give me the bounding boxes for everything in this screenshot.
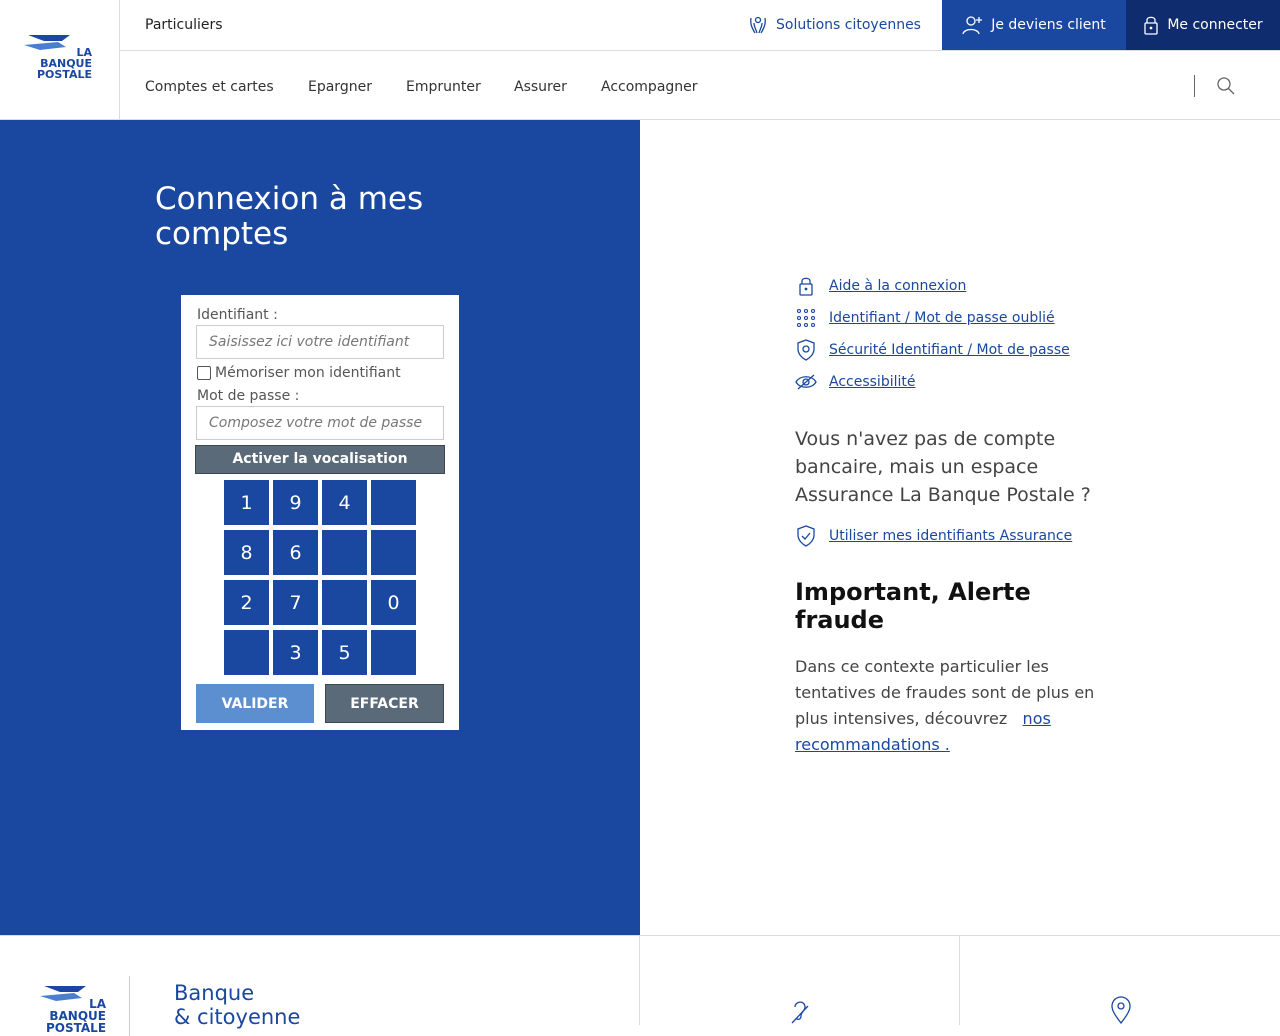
hands-icon — [748, 15, 768, 35]
help-link-accessibilite[interactable] — [795, 371, 915, 393]
password-input[interactable] — [196, 406, 444, 440]
remember-checkbox[interactable] — [197, 366, 211, 380]
logo-text: LA BANQUE POSTALE — [36, 46, 92, 81]
id-input[interactable] — [196, 325, 444, 359]
footer-location-column[interactable] — [960, 936, 1280, 1025]
nav-divider — [1194, 75, 1195, 97]
keypad-key[interactable]: 9 — [273, 480, 318, 525]
keypad-key[interactable]: 8 — [224, 530, 269, 575]
nav-emprunter[interactable]: Emprunter — [406, 79, 481, 95]
solutions-citoyennes-link[interactable] — [748, 0, 921, 50]
virtual-keypad — [224, 480, 416, 675]
keypad-key[interactable]: 0 — [371, 580, 416, 625]
keypad-key[interactable] — [224, 630, 269, 675]
keypad-key[interactable]: 6 — [273, 530, 318, 575]
user-add-icon — [962, 15, 984, 35]
insurance-login-link[interactable] — [795, 525, 1072, 547]
fraud-alert-body: Dans ce contexte particulier les tentatives de fraudes sont de plus en plus intensives, découvrez — [795, 657, 1095, 728]
logo[interactable] — [0, 0, 120, 120]
keypad-key[interactable]: 1 — [224, 480, 269, 525]
recommendations-link[interactable]: nos recommandations . — [795, 709, 1051, 754]
keypad-dots-icon — [795, 307, 817, 329]
login-button[interactable] — [1126, 0, 1280, 50]
login-panel — [0, 120, 640, 935]
remember-label: Mémoriser mon identifiant — [215, 365, 401, 381]
keypad-key[interactable] — [371, 530, 416, 575]
help-panel — [640, 120, 1280, 935]
insurance-link-label[interactable]: Utiliser mes identifiants Assurance — [829, 528, 1073, 544]
help-link-label[interactable]: Identifiant / Mot de passe oublié — [829, 310, 1055, 326]
shield-icon — [795, 339, 817, 361]
keypad-key[interactable]: 3 — [273, 630, 318, 675]
clear-button[interactable]: EFFACER — [325, 684, 444, 723]
help-link-label[interactable]: Sécurité Identifiant / Mot de passe — [829, 342, 1070, 358]
help-link-label[interactable]: Aide à la connexion — [829, 278, 967, 294]
keypad-key[interactable] — [322, 530, 367, 575]
help-link-securite[interactable] — [795, 339, 1070, 361]
site-header — [0, 0, 1280, 120]
footer-hearing-column[interactable] — [640, 936, 960, 1025]
keypad-key[interactable]: 5 — [322, 630, 367, 675]
help-link-mot-de-passe-oublie[interactable] — [795, 307, 1055, 329]
login-form — [181, 295, 459, 730]
main-nav — [120, 51, 1280, 119]
become-client-button[interactable] — [942, 0, 1126, 50]
password-label: Mot de passe : — [197, 388, 300, 404]
search-icon[interactable] — [1216, 76, 1236, 96]
footer-logo-text: LA BANQUE POSTALE — [46, 997, 107, 1035]
login-label: Me connecter — [1167, 17, 1263, 33]
vocalisation-button[interactable]: Activer la vocalisation — [195, 445, 445, 474]
footer-brand-column — [0, 936, 640, 1035]
top-bar — [120, 0, 1280, 51]
nav-accompagner[interactable]: Accompagner — [601, 79, 698, 95]
keypad-key[interactable] — [371, 480, 416, 525]
remember-checkbox-row[interactable] — [197, 365, 401, 381]
help-link-label[interactable]: Accessibilité — [829, 374, 916, 390]
nav-epargner[interactable]: Epargner — [308, 79, 372, 95]
keypad-key[interactable] — [371, 630, 416, 675]
nav-comptes-et-cartes[interactable]: Comptes et cartes — [145, 79, 274, 95]
keypad-key[interactable]: 2 — [224, 580, 269, 625]
lock-icon — [795, 275, 817, 297]
eye-slash-icon — [795, 371, 817, 393]
lock-icon — [1143, 15, 1159, 35]
no-account-text: Vous n'avez pas de compte bancaire, mais un espace Assurance La Banque Postale ? — [795, 428, 1091, 506]
ear-icon — [790, 998, 810, 1024]
keypad-key[interactable]: 4 — [322, 480, 367, 525]
id-label: Identifiant : — [197, 307, 278, 323]
become-client-label: Je deviens client — [991, 17, 1106, 33]
validate-button[interactable]: VALIDER — [196, 684, 314, 723]
shield-check-icon — [795, 525, 817, 547]
nav-assurer[interactable]: Assurer — [514, 79, 567, 95]
fraud-alert-text — [795, 654, 1115, 758]
segment-particuliers[interactable]: Particuliers — [145, 17, 223, 33]
footer-tagline: Banque & citoyenne — [174, 981, 301, 1029]
map-pin-icon — [1110, 996, 1132, 1024]
page-title: Connexion à mes comptes — [155, 181, 424, 252]
help-link-aide-connexion[interactable] — [795, 275, 966, 297]
site-footer — [0, 935, 1280, 1035]
footer-divider — [129, 976, 130, 1036]
keypad-key[interactable] — [322, 580, 367, 625]
keypad-key[interactable]: 7 — [273, 580, 318, 625]
solutions-label: Solutions citoyennes — [776, 17, 921, 33]
fraud-alert-title: Important, Alerte fraude — [795, 578, 1031, 634]
